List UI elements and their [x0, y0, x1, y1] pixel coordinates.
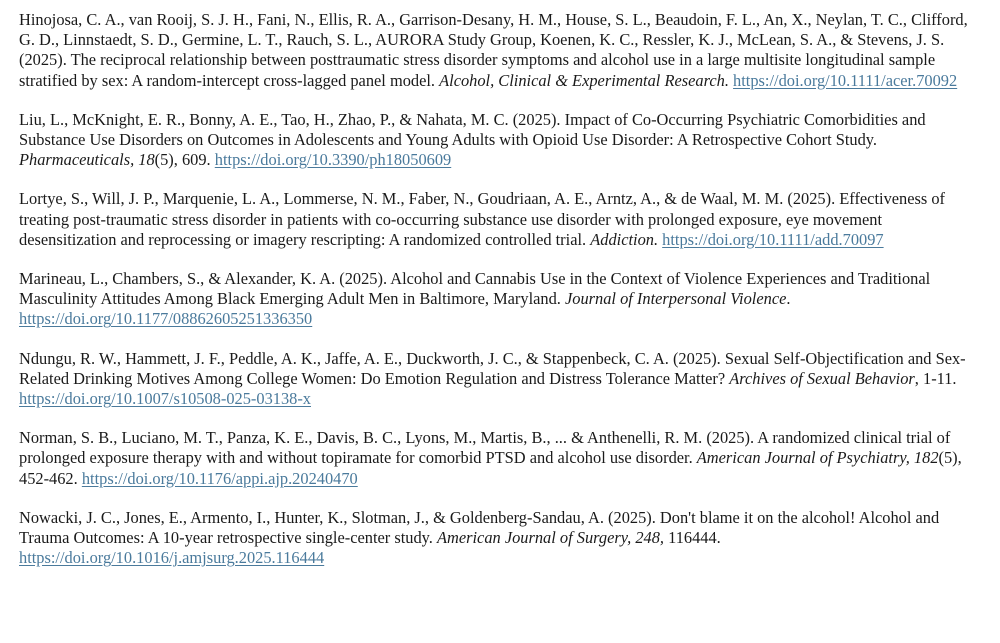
doi-link[interactable]: https://doi.org/10.1007/s10508-025-03138-x — [19, 389, 311, 409]
journal-title: American Journal of Surgery, 248, — [437, 528, 665, 548]
doi-link[interactable]: https://doi.org/10.1111/acer.70092 — [733, 70, 958, 90]
reference-entry — [19, 10, 979, 91]
doi-link[interactable]: https://doi.org/10.1177/08862605251336350 — [19, 309, 313, 329]
journal-title: Addiction. — [590, 229, 659, 249]
reference-details: . — [786, 289, 791, 309]
reference-text: Norman, S. B., Luciano, M. T., Panza, K. E., Davis, B. C., Lyons, M., Martis, B., ... & Anthenelli, R. M. (2025). A randomized clinical trial of prolonged exposure therapy with and without topiramate for comorbid PTSD and alcohol use disorder. — [19, 428, 951, 468]
reference-text: Hinojosa, C. A., van Rooij, S. J. H., Fani, N., Ellis, R. A., Garrison-Desany, H. M., House, S. L., Beaudoin, F. L., An, X., Neylan, T. C., Clifford, G. D., Linnstaedt, S. D., Germine, L. T., Rauch, S. L., AURORA Study Group, Koenen, K. C., Ressler, K. J., McLean, S. A., & Stevens, J. S. (2025). The reciprocal relationship between posttraumatic stress disorder symptoms and alcohol use in a large multisite longitudinal sample stratified by sex: A random-intercept cross-lagged panel model. — [19, 10, 968, 90]
reference-details: 116444. — [664, 528, 721, 548]
doi-link[interactable]: https://doi.org/10.3390/ph18050609 — [214, 150, 452, 170]
journal-title: American Journal of Psychiatry, 182 — [696, 448, 939, 468]
reference-list — [19, 10, 979, 587]
journal-title: Alcohol, Clinical & Experimental Research. — [439, 70, 729, 90]
reference-details: (5), 452-462. — [19, 448, 962, 488]
reference-entry — [19, 269, 979, 330]
reference-text: Liu, L., McKnight, E. R., Bonny, A. E., Tao, H., Zhao, P., & Nahata, M. C. (2025). Impact of Co-Occurring Psychiatric Comorbidities and Substance Use Disorders on Outcomes in Adolescents and Young Adults with Opioid Use Disorder: A Retrospective Cohort Study. — [19, 109, 926, 150]
journal-title: Archives of Sexual Behavior — [729, 368, 915, 388]
reference-text: Nowacki, J. C., Jones, E., Armento, I., Hunter, K., Slotman, J., & Goldenberg-Sandau, A. (2025). Don't blame it on the alcohol! Alcohol and Trauma Outcomes: A 10-year retrospective single-center study. — [19, 507, 940, 548]
reference-entry — [19, 189, 979, 250]
doi-link[interactable]: https://doi.org/10.1111/add.70097 — [662, 229, 884, 249]
journal-title: Journal of Interpersonal Violence — [565, 289, 787, 309]
reference-text: Lortye, S., Will, J. P., Marquenie, L. A., Lommerse, N. M., Faber, N., Goudriaan, A. E., Arntz, A., & de Waal, M. M. (2025). Effectiveness of treating post-traumatic stress disorder in patients with co-occurring substance use disorder with prolonged exposure, eye movement desensitization and reprocessing or imagery rescripting: A randomized controlled trial. — [19, 189, 946, 249]
reference-details: (5), 609. — [154, 150, 211, 170]
reference-details: , 1-11. — [914, 368, 957, 388]
reference-entry — [19, 349, 979, 410]
reference-text: Ndungu, R. W., Hammett, J. F., Peddle, A. K., Jaffe, A. E., Duckworth, J. C., & Stappenbeck, C. A. (2025). Sexual Self-Objectification and Sex-Related Drinking Motives Among College Women: Do Emotion Regulation and Distress Tolerance Matter? — [19, 348, 966, 388]
reference-entry — [19, 428, 979, 489]
journal-title: Pharmaceuticals, 18 — [19, 150, 155, 170]
doi-link[interactable]: https://doi.org/10.1016/j.amjsurg.2025.116444 — [19, 548, 325, 568]
reference-entry — [19, 508, 979, 569]
doi-link[interactable]: https://doi.org/10.1176/appi.ajp.20240470 — [81, 468, 358, 488]
reference-entry — [19, 110, 979, 171]
reference-text: Marineau, L., Chambers, S., & Alexander, K. A. (2025). Alcohol and Cannabis Use in the Context of Violence Experiences and Traditional Masculinity Attitudes Among Black Emerging Adult Men in Baltimore, Maryland. — [19, 269, 931, 309]
